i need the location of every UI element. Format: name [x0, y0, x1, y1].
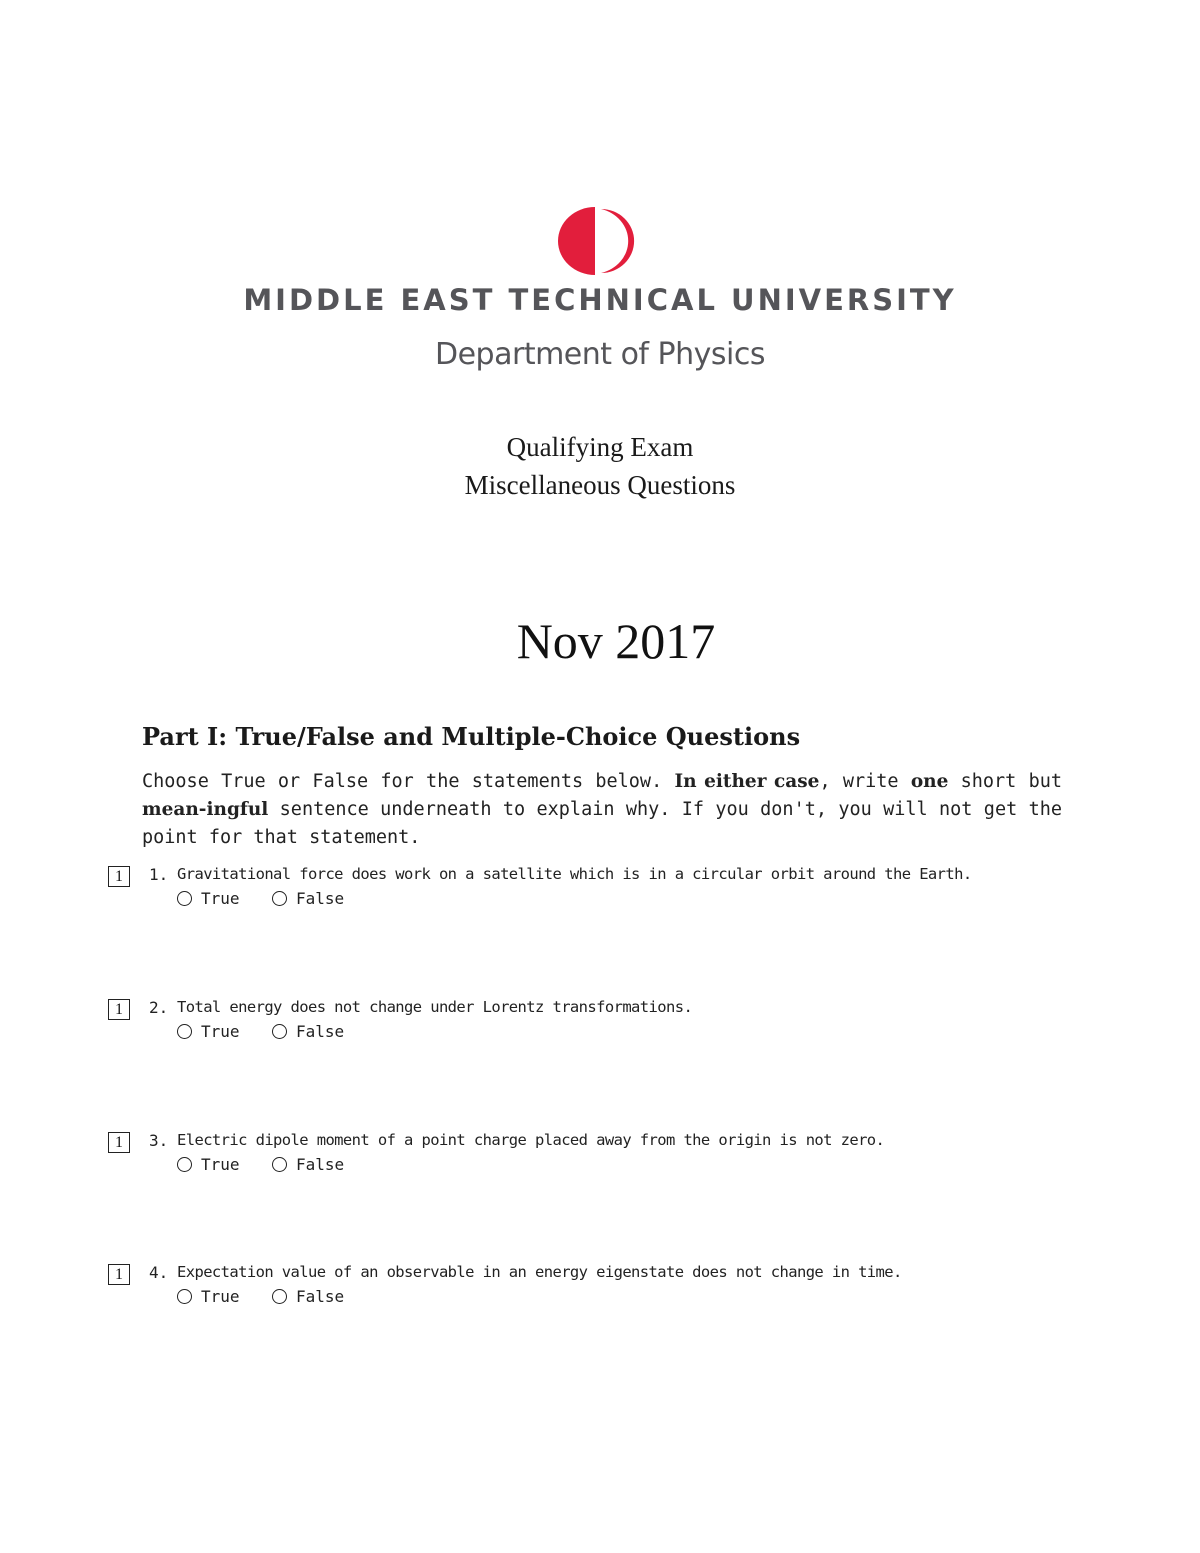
- option-true[interactable]: [177, 1155, 240, 1174]
- question-number: 2.: [149, 998, 169, 1017]
- instructions: [142, 768, 1062, 852]
- option-true[interactable]: [177, 1022, 240, 1041]
- part-heading: Part I: True/False and Multiple-Choice Questions: [142, 722, 801, 751]
- question-text: Total energy does not change under Lorentz transformations.: [177, 998, 693, 1016]
- question-3: [108, 1132, 1108, 1192]
- points-box: 1: [108, 999, 130, 1020]
- instructions-text-4: sentence underneath to explain why. If you don't, you will not get the point for that statement.: [142, 799, 1062, 848]
- radio-icon[interactable]: [272, 1024, 287, 1039]
- radio-icon[interactable]: [177, 1024, 192, 1039]
- option-false[interactable]: [272, 1155, 344, 1174]
- option-false[interactable]: [272, 1287, 344, 1306]
- points-box: 1: [108, 1132, 130, 1153]
- exam-date: Nov 2017: [516, 613, 716, 669]
- question-text: Electric dipole moment of a point charge placed away from the origin is not zero.: [177, 1131, 885, 1149]
- radio-icon[interactable]: [177, 1289, 192, 1304]
- logo-right-crescent: [601, 209, 634, 273]
- radio-icon[interactable]: [177, 891, 192, 906]
- option-label: False: [296, 1022, 345, 1041]
- instructions-bold-3: mean-ingful: [142, 799, 269, 820]
- exam-title: [0, 428, 1200, 504]
- option-false[interactable]: [272, 1022, 344, 1041]
- exam-title-line1: Qualifying Exam: [506, 432, 694, 462]
- option-label: True: [201, 889, 240, 908]
- instructions-bold-1: In either case: [674, 771, 820, 792]
- question-text: Expectation value of an observable in an energy eigenstate does not change in time.: [177, 1263, 902, 1281]
- option-false[interactable]: [272, 889, 344, 908]
- radio-icon[interactable]: [177, 1157, 192, 1172]
- option-label: True: [201, 1022, 240, 1041]
- option-label: False: [296, 1155, 345, 1174]
- option-label: True: [201, 1155, 240, 1174]
- question-4: [108, 1264, 1108, 1324]
- radio-icon[interactable]: [272, 1289, 287, 1304]
- radio-icon[interactable]: [272, 1157, 287, 1172]
- radio-icon[interactable]: [272, 891, 287, 906]
- question-text: Gravitational force does work on a satellite which is in a circular orbit around the Earth.: [177, 865, 972, 883]
- question-1: [108, 866, 1108, 926]
- option-label: True: [201, 1287, 240, 1306]
- option-true[interactable]: [177, 889, 240, 908]
- logo-left-half: [558, 207, 595, 275]
- metu-logo: [555, 205, 643, 277]
- department-name: Department of Physics: [435, 337, 765, 372]
- question-number: 4.: [149, 1263, 169, 1282]
- instructions-text-2: , write: [819, 771, 911, 792]
- question-number: 3.: [149, 1131, 169, 1150]
- instructions-text-3: short but: [948, 771, 1063, 792]
- option-true[interactable]: [177, 1287, 240, 1306]
- instructions-text-1: Choose True or False for the statements below.: [142, 771, 675, 792]
- option-label: False: [296, 1287, 345, 1306]
- exam-title-line2: Miscellaneous Questions: [464, 470, 736, 500]
- question-number: 1.: [149, 865, 169, 884]
- option-label: False: [296, 889, 345, 908]
- instructions-bold-2: one: [910, 771, 949, 792]
- question-2: [108, 999, 1108, 1059]
- points-box: 1: [108, 866, 130, 887]
- points-box: 1: [108, 1264, 130, 1285]
- university-name: MIDDLE EAST TECHNICAL UNIVERSITY: [243, 283, 957, 317]
